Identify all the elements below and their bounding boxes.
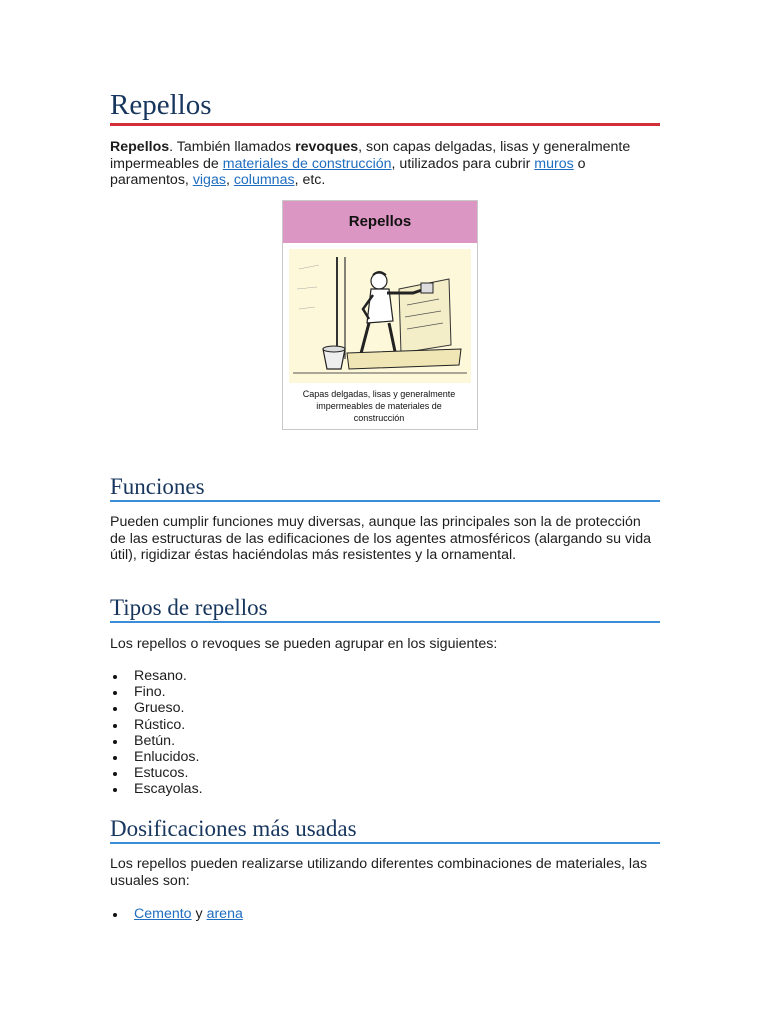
- funciones-underline: [110, 500, 660, 502]
- tipos-underline: [110, 621, 660, 623]
- figure-caption: Capas delgadas, lisas y generalmente impermeables de materiales de construcción: [302, 389, 456, 423]
- dosificaciones-underline: [110, 842, 660, 844]
- list-item: Grueso.: [110, 700, 660, 716]
- link-columnas[interactable]: columnas: [233, 172, 295, 188]
- intro-paragraph: [110, 139, 660, 189]
- heading-tipos: Tipos de repellos: [110, 595, 268, 620]
- funciones-paragraph: Pueden cumplir funciones muy diversas, aunque las principales son la de protección de las estructuras de las edificaciones de los agentes atmosféricos (alargando su vida útil), rigidizar éstas haciéndolas más resistentes y la ornamental.: [110, 514, 652, 563]
- list-item: Betún.: [110, 733, 660, 749]
- link-vigas[interactable]: vigas: [192, 172, 226, 188]
- intro-text-4: o paramentos,: [110, 155, 586, 188]
- list-item: Escayolas.: [110, 781, 660, 797]
- link-cemento[interactable]: Cemento: [134, 906, 192, 922]
- list-item-connector: y: [191, 906, 207, 922]
- dosificaciones-intro: Los repellos pueden realizarse utilizando diferentes combinaciones de materiales, las usuales son:: [110, 856, 648, 889]
- list-item: Fino.: [110, 684, 660, 700]
- heading-funciones: Funciones: [110, 474, 205, 499]
- worker-plastering-illustration: [289, 249, 471, 383]
- list-item: Enlucidos.: [110, 749, 660, 765]
- intro-text-5: ,: [225, 172, 234, 188]
- tipos-intro: Los repellos o revoques se pueden agrupar en los siguientes:: [110, 636, 498, 652]
- illustration-svg: [289, 249, 471, 383]
- intro-text-6: , etc.: [294, 172, 326, 188]
- title-underline: [110, 123, 660, 126]
- intro-text-1: . También llamados: [169, 139, 296, 155]
- list-item: Estucos.: [110, 765, 660, 781]
- heading-dosificaciones: Dosificaciones más usadas: [110, 816, 357, 841]
- list-item: Rústico.: [110, 717, 660, 733]
- list-item: [110, 906, 660, 922]
- intro-alt-term: revoques: [295, 139, 359, 155]
- figure-header: Repellos: [283, 201, 477, 243]
- intro-text-3: , utilizados para cubrir: [391, 155, 535, 172]
- link-muros[interactable]: muros: [534, 155, 574, 172]
- link-materiales[interactable]: materiales de construcción: [222, 155, 392, 172]
- page-title: Repellos: [110, 89, 212, 121]
- intro-text-2: , son capas delgadas, lisas y generalmente impermeables de: [110, 139, 631, 172]
- link-arena[interactable]: arena: [206, 906, 243, 922]
- tipos-list: [110, 668, 660, 798]
- intro-term: Repellos: [110, 139, 170, 155]
- list-item: Resano.: [110, 668, 660, 684]
- dosificaciones-list: [110, 906, 660, 922]
